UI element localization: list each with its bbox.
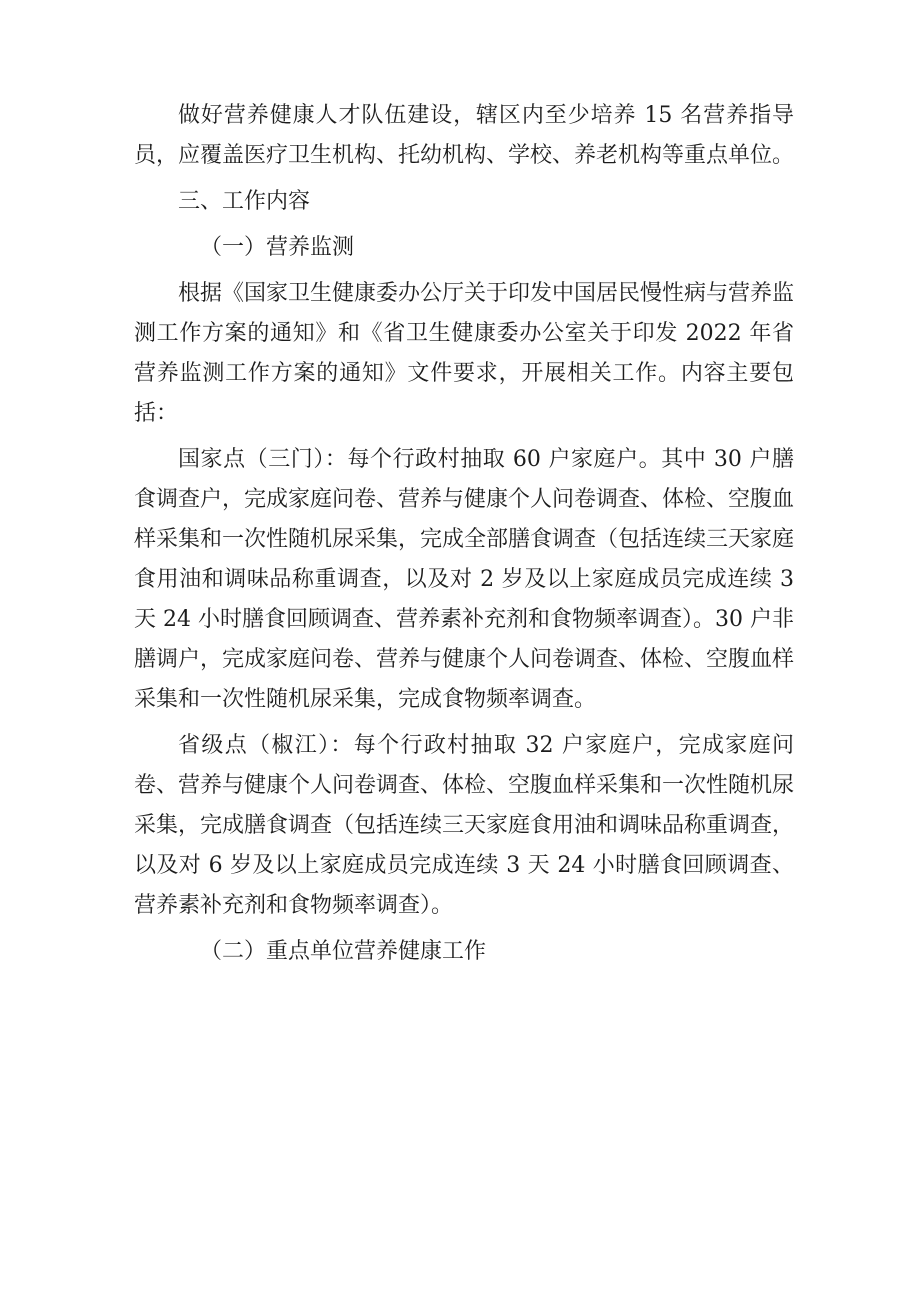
document-body xyxy=(134,96,794,978)
paragraph-monitoring-basis: 根据《国家卫生健康委办公厅关于印发中国居民慢性病与营养监测工作方案的通知》和《省卫生健康委办公室关于印发 2022 年省营养监测工作方案的通知》文件要求，开展相关工作。内容主要包括： xyxy=(134,281,795,426)
section-heading-work-content: 三、工作内容 xyxy=(178,189,311,214)
subsection-heading-nutrition-monitoring: （一）营养监测 xyxy=(200,235,355,260)
paragraph-talent-building: 做好营养健康人才队伍建设，辖区内至少培养 15 名营养指导员，应覆盖医疗卫生机构、托幼机构、学校、养老机构等重点单位。 xyxy=(134,103,795,168)
paragraph-provincial-site: 省级点（椒江）：每个行政村抽取 32 户家庭户，完成家庭问卷、营养与健康个人问卷调查、体检、空腹血样采集和一次性随机尿采集，完成膳食调查（包括连续三天家庭食用油和调味品称重调查，以及对 6 岁及以上家庭成员完成连续 3 天 24 小时膳食回顾调查、营养素补充剂和食物频率调查）。 xyxy=(134,733,795,918)
paragraph-national-site: 国家点（三门）：每个行政村抽取 60 户家庭户。其中 30 户膳食调查户，完成家庭问卷、营养与健康个人问卷调查、体检、空腹血样采集和一次性随机尿采集，完成全部膳食调查（包括连续三天家庭食用油和调味品称重调查，以及对 2 岁及以上家庭成员完成连续 3 天 24 小时膳食回顾调查、营养素补充剂和食物频率调查）。30 户非膳调户，完成家庭问卷、营养与健康个人问卷调查、体检、空腹血样采集和一次性随机尿采集，完成食物频率调查。 xyxy=(134,447,795,712)
subsection-heading-key-units: （二）重点单位营养健康工作 xyxy=(200,939,487,964)
